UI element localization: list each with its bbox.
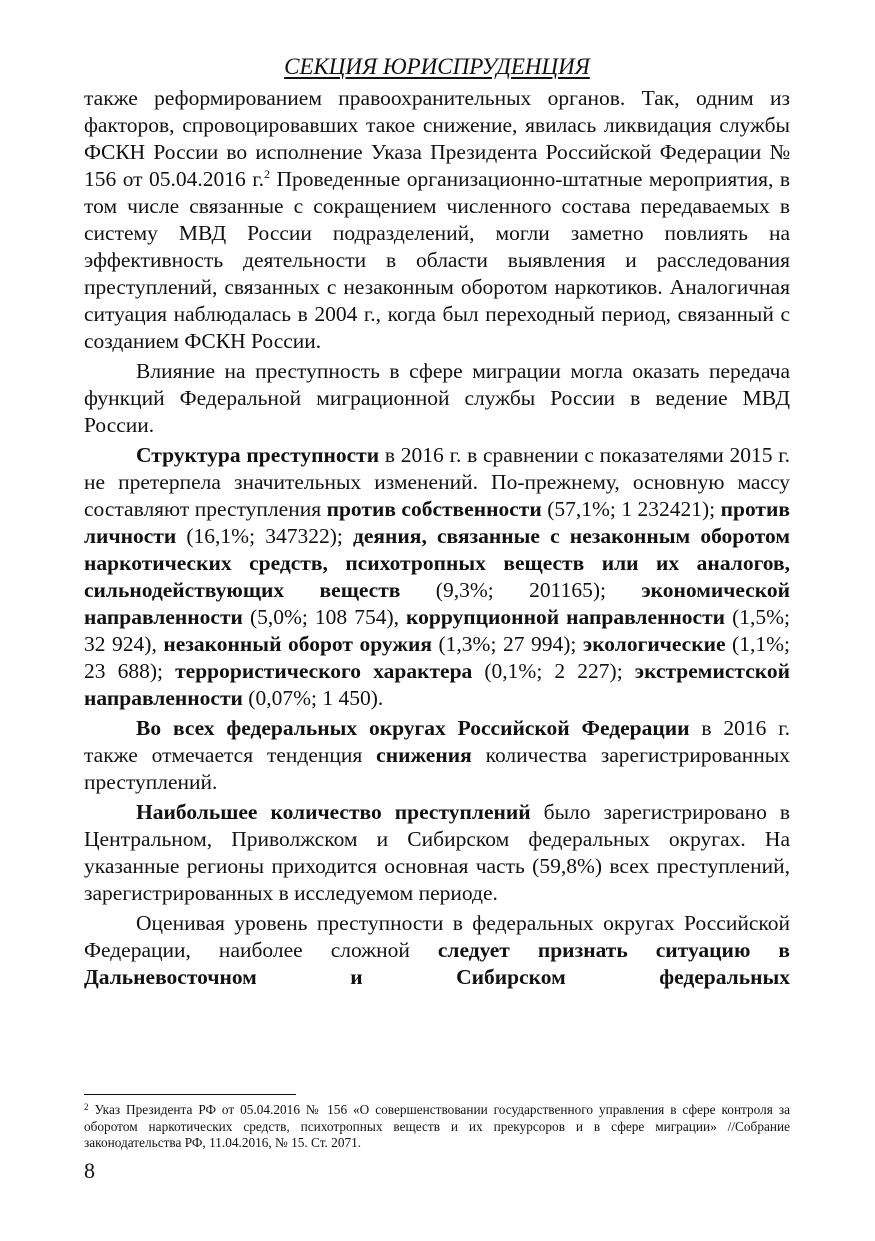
text-span: Проведенные организационно-штатные мероприятия, в том числе связанные с сокращением численного состава передаваемых в систему МВД России подразделений, могли заметно повлиять на эффективность деятельности в области выявления и расследования преступлений, связанных с незаконным оборотом наркотиков. Аналогичная ситуация наблюдалась в 2004 г., когда был переходный период, связанный с созданием ФСКН России. bbox=[84, 167, 790, 353]
paragraph-2 bbox=[84, 358, 790, 439]
text-span: также реформированием правоохранительных органов. Так, одним из факторов, спровоцировавших такое снижение, явилась ликвидация службы ФСКН России во исполнение Указа Президента Российской Федерации № 156 от 05.04.2016 г. bbox=[84, 86, 790, 191]
bold-span: снижения bbox=[376, 743, 472, 767]
bold-span: экологические bbox=[582, 632, 726, 656]
paragraph-1 bbox=[84, 85, 790, 355]
bold-span: Наибольшее количество преступлений bbox=[136, 800, 531, 824]
text-span: (1,3%; 27 994); bbox=[431, 632, 583, 656]
text-span: (0,1%; 2 227); bbox=[472, 659, 635, 683]
text-span: в 2016 г. в сравнении с показателями 2015 г. не претерпела значительных изменений. По-прежнему, основную массу составляют преступления bbox=[84, 443, 790, 521]
text-span: (1,5%; 32 924), bbox=[84, 605, 791, 656]
bold-span: террористического характера bbox=[175, 659, 473, 683]
text-span: (9,3%; 201165); bbox=[400, 578, 642, 602]
bold-span: коррупционной направленности bbox=[406, 605, 726, 629]
text-span: (0,07%; 1 450). bbox=[242, 686, 384, 710]
bold-span: незаконный оборот оружия bbox=[163, 632, 432, 656]
bold-span: против собственности bbox=[326, 497, 542, 521]
bold-span: Во всех федеральных округах Российской Федерации bbox=[136, 716, 690, 740]
paragraph-5 bbox=[84, 799, 790, 907]
footnote-mark: 2 bbox=[84, 1102, 89, 1112]
text-span: Оценивая уровень преступности в федеральных округах Российской Федерации, наиболее сложной bbox=[84, 911, 790, 962]
section-header: СЕКЦИЯ ЮРИСПРУДЕНЦИЯ bbox=[284, 54, 590, 79]
bold-span: экономической направленности bbox=[84, 578, 790, 629]
text-span: (1,1%; 23 688); bbox=[84, 632, 790, 683]
page-number: 8 bbox=[84, 1158, 95, 1183]
footnote-text: Указ Президента РФ от 05.04.2016 № 156 «О совершенствовании государственного управления в сфере контроля за оборотом наркотических средств, психотропных веществ и их прекурсоров и в сфере миграции» //Собрание законодательства РФ, 11.04.2016, № 15. Ст. 2071. bbox=[84, 1102, 790, 1150]
text-span: было зарегистрировано в Центральном, Приволжском и Сибирском федеральных округах. На указанные регионы приходится основная часть (59,8%) всех преступлений, зарегистрированных в исследуемом периоде. bbox=[84, 800, 791, 905]
bold-span: следует признать ситуацию в Дальневосточном и Сибирском федеральных bbox=[84, 938, 791, 989]
bold-span: против личности bbox=[84, 497, 790, 548]
bold-span: экстремистской направленности bbox=[84, 659, 790, 710]
text-span: (5,0%; 108 754), bbox=[242, 605, 407, 629]
bold-span: деяния, связанные с незаконным оборотом наркотических средств, психотропных веществ или их аналогов, сильнодействующих веществ bbox=[84, 524, 790, 602]
main-text bbox=[84, 85, 790, 994]
paragraph-4 bbox=[84, 715, 790, 796]
text-span: (16,1%; 347322); bbox=[176, 524, 353, 548]
text-span: количества зарегистрированных преступлений. bbox=[84, 743, 790, 794]
footnote-divider bbox=[84, 1094, 296, 1095]
paragraph-6 bbox=[84, 910, 790, 991]
footnote-ref[interactable]: 2 bbox=[264, 167, 271, 181]
text-span: (57,1%; 1 232421); bbox=[541, 497, 721, 521]
text-span: в 2016 г. также отмечается тенденция bbox=[84, 716, 790, 767]
text-span: Влияние на преступность в сфере миграции могла оказать передача функций Федеральной миграционной службы России в ведение МВД России. bbox=[84, 359, 790, 437]
bold-span: Структура преступности bbox=[136, 443, 380, 467]
paragraph-3 bbox=[84, 442, 790, 712]
footnote bbox=[84, 1102, 790, 1152]
